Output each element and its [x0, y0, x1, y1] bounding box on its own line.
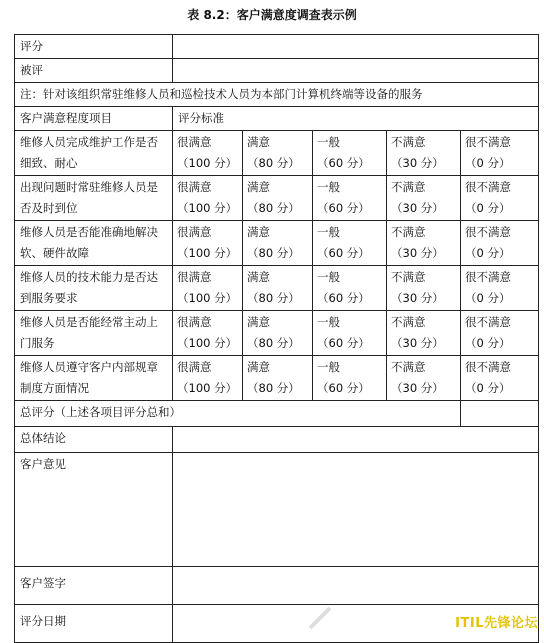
rating-label: 满意	[247, 225, 270, 239]
rating-option[interactable]	[461, 131, 539, 176]
item-row	[15, 266, 539, 311]
rating-option[interactable]	[461, 356, 539, 401]
total-score-cell[interactable]	[461, 401, 539, 427]
rating-option[interactable]	[461, 266, 539, 311]
rating-option[interactable]	[313, 176, 387, 221]
rating-option[interactable]	[387, 266, 461, 311]
rating-option[interactable]	[387, 221, 461, 266]
rating-score: （60 分）	[317, 201, 370, 215]
opinion-cell[interactable]	[173, 453, 539, 567]
rating-label: 不满意	[391, 360, 426, 374]
rating-score: （60 分）	[317, 291, 370, 305]
item-label: 维修人员完成维护工作是否细致、耐心	[15, 131, 173, 176]
rating-label: 很不满意	[465, 315, 511, 329]
rating-score: （60 分）	[317, 246, 370, 260]
rating-score: （100 分）	[177, 201, 238, 215]
rating-score: （0 分）	[465, 291, 511, 305]
rating-label: 一般	[317, 270, 340, 284]
note-text: 注：针对该组织常驻维修人员和巡检技术人员为本部门计算机终端等设备的服务	[15, 83, 539, 107]
rating-option[interactable]	[173, 221, 243, 266]
rating-score: （60 分）	[317, 381, 370, 395]
rating-option[interactable]	[313, 356, 387, 401]
rating-label: 满意	[247, 270, 270, 284]
rating-label: 很不满意	[465, 135, 511, 149]
item-row	[15, 176, 539, 221]
rating-score: （80 分）	[247, 246, 300, 260]
rating-option[interactable]	[243, 266, 313, 311]
rating-score: （100 分）	[177, 156, 238, 170]
rating-score: （0 分）	[465, 336, 511, 350]
rating-option[interactable]	[387, 356, 461, 401]
rating-label: 很不满意	[465, 270, 511, 284]
rating-label: 很不满意	[465, 225, 511, 239]
item-label: 维修人员是否能准确地解决软、硬件故障	[15, 221, 173, 266]
item-label: 维修人员的技术能力是否达到服务要求	[15, 266, 173, 311]
rating-score: （80 分）	[247, 201, 300, 215]
rating-option[interactable]	[313, 221, 387, 266]
rating-score: （0 分）	[465, 381, 511, 395]
rating-score: （100 分）	[177, 336, 238, 350]
rating-score: （80 分）	[247, 291, 300, 305]
rating-score: （30 分）	[391, 156, 444, 170]
rating-label: 满意	[247, 315, 270, 329]
item-row	[15, 311, 539, 356]
rating-score: （30 分）	[391, 201, 444, 215]
rating-label: 满意	[247, 135, 270, 149]
rating-option[interactable]	[173, 356, 243, 401]
rating-option[interactable]	[461, 311, 539, 356]
rater-value-cell[interactable]	[173, 35, 539, 59]
rating-score: （100 分）	[177, 246, 238, 260]
rating-option[interactable]	[387, 131, 461, 176]
criteria-header: 评分标准	[173, 107, 539, 131]
rating-label: 很满意	[177, 315, 212, 329]
item-row	[15, 221, 539, 266]
rating-option[interactable]	[313, 266, 387, 311]
rating-option[interactable]	[173, 176, 243, 221]
rating-score: （80 分）	[247, 156, 300, 170]
satisfaction-survey-table	[14, 34, 539, 643]
rating-score: （30 分）	[391, 246, 444, 260]
opinion-label: 客户意见	[15, 453, 173, 567]
rating-label: 不满意	[391, 135, 426, 149]
rating-label: 很满意	[177, 270, 212, 284]
item-header: 客户满意程度项目	[15, 107, 173, 131]
rating-option[interactable]	[243, 131, 313, 176]
item-row	[15, 131, 539, 176]
rating-option[interactable]	[173, 266, 243, 311]
item-label: 出现问题时常驻维修人员是否及时到位	[15, 176, 173, 221]
rating-option[interactable]	[173, 311, 243, 356]
signature-label: 客户签字	[15, 567, 173, 605]
rating-option[interactable]	[313, 131, 387, 176]
rating-score: （0 分）	[465, 201, 511, 215]
item-label: 维修人员遵守客户内部规章制度方面情况	[15, 356, 173, 401]
conclusion-label: 总体结论	[15, 427, 173, 453]
rating-label: 一般	[317, 135, 340, 149]
ratee-label: 被评	[15, 59, 173, 83]
item-row	[15, 356, 539, 401]
rating-label: 不满意	[391, 315, 426, 329]
rating-option[interactable]	[243, 221, 313, 266]
rating-label: 很满意	[177, 135, 212, 149]
rating-score: （30 分）	[391, 381, 444, 395]
rating-score: （60 分）	[317, 336, 370, 350]
rater-label: 评分	[15, 35, 173, 59]
rating-label: 不满意	[391, 270, 426, 284]
rating-label: 一般	[317, 225, 340, 239]
rating-score: （30 分）	[391, 336, 444, 350]
rating-label: 不满意	[391, 180, 426, 194]
rating-score: （80 分）	[247, 336, 300, 350]
rating-label: 满意	[247, 180, 270, 194]
rating-option[interactable]	[461, 221, 539, 266]
rating-option[interactable]	[243, 356, 313, 401]
table-title: 表 8.2：客户满意度调查表示例	[187, 8, 357, 22]
rating-label: 不满意	[391, 225, 426, 239]
rating-label: 一般	[317, 360, 340, 374]
rating-score: （60 分）	[317, 156, 370, 170]
rating-score: （30 分）	[391, 291, 444, 305]
date-label: 评分日期	[15, 605, 173, 643]
rating-option[interactable]	[387, 176, 461, 221]
rating-label: 一般	[317, 180, 340, 194]
total-score-label: 总评分（上述各项目评分总和）	[15, 401, 461, 427]
ratee-value-cell[interactable]	[173, 59, 539, 83]
rating-option[interactable]	[461, 176, 539, 221]
rating-label: 很不满意	[465, 360, 511, 374]
signature-cell[interactable]	[173, 567, 539, 605]
rating-score: （100 分）	[177, 381, 238, 395]
rating-option[interactable]	[173, 131, 243, 176]
rating-label: 很满意	[177, 225, 212, 239]
rating-option[interactable]	[243, 311, 313, 356]
rating-score: （80 分）	[247, 381, 300, 395]
watermark-text: ITIL先锋论坛	[455, 616, 538, 631]
rating-option[interactable]	[243, 176, 313, 221]
item-label: 维修人员是否能经常主动上门服务	[15, 311, 173, 356]
rating-label: 很不满意	[465, 180, 511, 194]
rating-label: 很满意	[177, 180, 212, 194]
conclusion-cell[interactable]	[173, 427, 539, 453]
rating-label: 很满意	[177, 360, 212, 374]
rating-label: 一般	[317, 315, 340, 329]
rating-score: （100 分）	[177, 291, 238, 305]
rating-score: （0 分）	[465, 246, 511, 260]
rating-score: （0 分）	[465, 156, 511, 170]
rating-option[interactable]	[387, 311, 461, 356]
rating-option[interactable]	[313, 311, 387, 356]
rating-label: 满意	[247, 360, 270, 374]
decorative-stroke	[300, 600, 360, 630]
